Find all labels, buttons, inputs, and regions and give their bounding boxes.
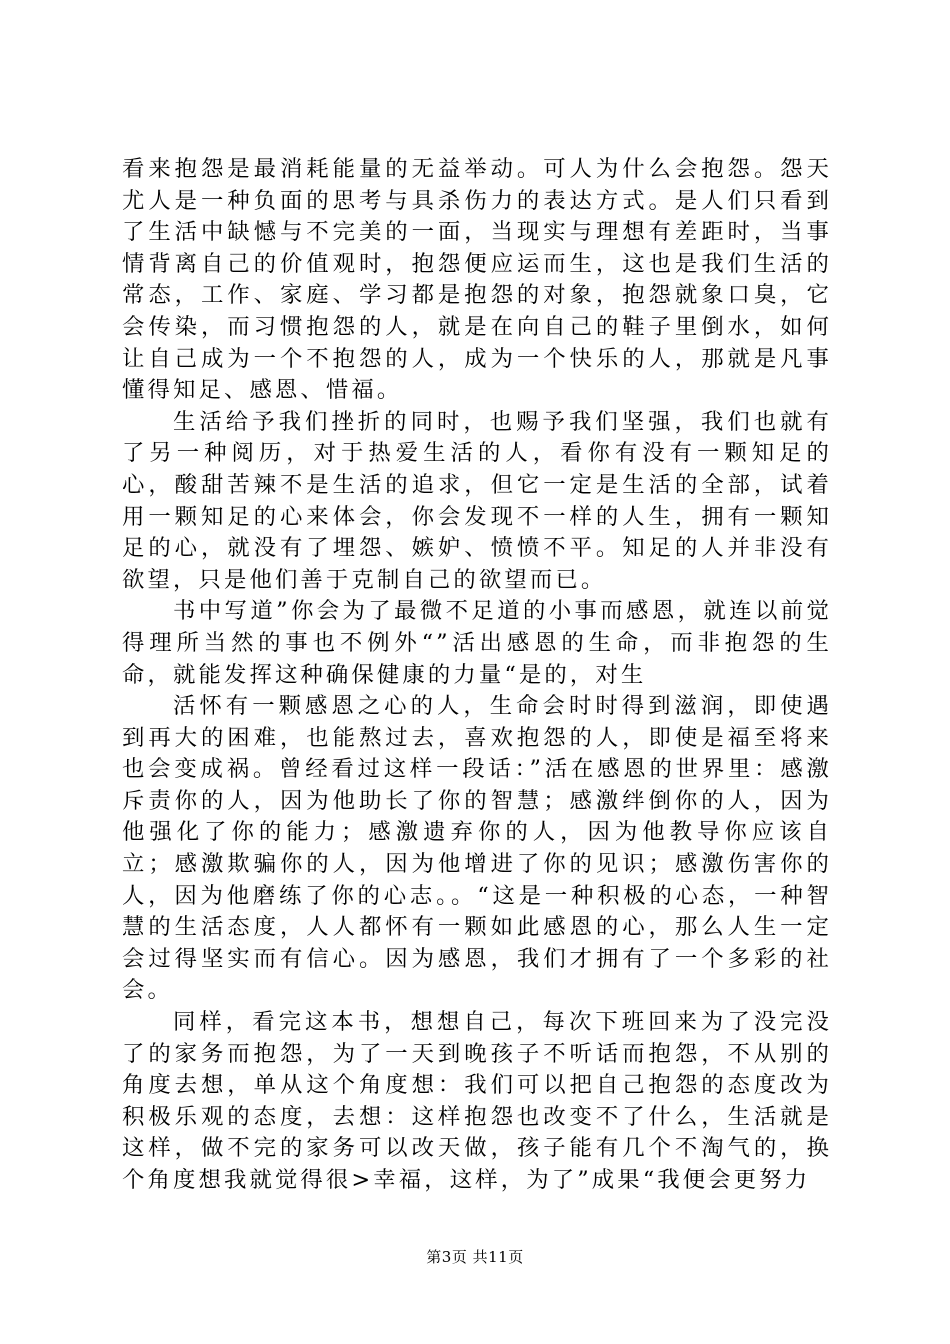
paragraph-4: 活怀有一颗感恩之心的人，生命会时时得到滋润，即使遇到再大的困难，也能熬过去，喜欢抱怨的人，即使是福至将来也会变成祸。曾经看过这样一段话：”活在感恩的世界里：感激斥责你的人，因为他助长了你的智慧；感激绊倒你的人，因为他强化了你的能力；感激遗弃你的人，因为他教导你应该自立；感激欺骗你的人，因为他增进了你的见识；感激伤害你的人，因为他磨练了你的心志。。“这是一种积极的心态，一种智慧的生活态度，人人都怀有一颗如此感恩的心，那么人生一定会过得坚实而有信心。因为感恩，我们才拥有了一个多彩的社会。 xyxy=(122,693,832,1004)
paragraph-5: 同样，看完这本书，想想自己，每次下班回来为了没完没了的家务而抱怨，为了一天到晚孩子不听话而抱怨，不从别的角度去想，单从这个角度想：我们可以把自己抱怨的态度改为积极乐观的态度，去想：这样抱怨也改变不了什么，生活就是这样，做不完的家务可以改天做，孩子能有几个不淘气的，换个角度想我就觉得很>幸福，这样，为了”成果“我便会更努力 xyxy=(122,1009,832,1193)
paragraph-3: 书中写道”你会为了最微不足道的小事而感恩，就连以前觉得理所当然的事也不例外“”活出感恩的生命，而非抱怨的生命，就能发挥这种确保健康的力量“是的，对生 xyxy=(122,598,832,688)
paragraph-2: 生活给予我们挫折的同时，也赐予我们坚强，我们也就有了另一种阅历，对于热爱生活的人，看你有没有一颗知足的心，酸甜苦辣不是生活的追求，但它一定是生活的全部，试着用一颗知足的心来体会，你会发现不一样的人生，拥有一颗知足的心，就没有了埋怨、嫉妒、愤愤不平。知足的人并非没有欲望，只是他们善于克制自己的欲望而已。 xyxy=(122,408,832,593)
page-number-footer: 第3页 共11页 xyxy=(426,1248,524,1266)
body-text xyxy=(122,154,832,1197)
paragraph-1: 看来抱怨是最消耗能量的无益举动。可人为什么会抱怨。怨天尤人是一种负面的思考与具杀伤力的表达方式。是人们只看到了生活中缺憾与不完美的一面，当现实与理想有差距时，当事情背离自己的价值观时，抱怨便应运而生，这也是我们生活的常态，工作、家庭、学习都是抱怨的对象，抱怨就象口臭，它会传染，而习惯抱怨的人，就是在向自己的鞋子里倒水，如何让自己成为一个不抱怨的人，成为一个快乐的人，那就是凡事懂得知足、感恩、惜福。 xyxy=(122,156,832,404)
